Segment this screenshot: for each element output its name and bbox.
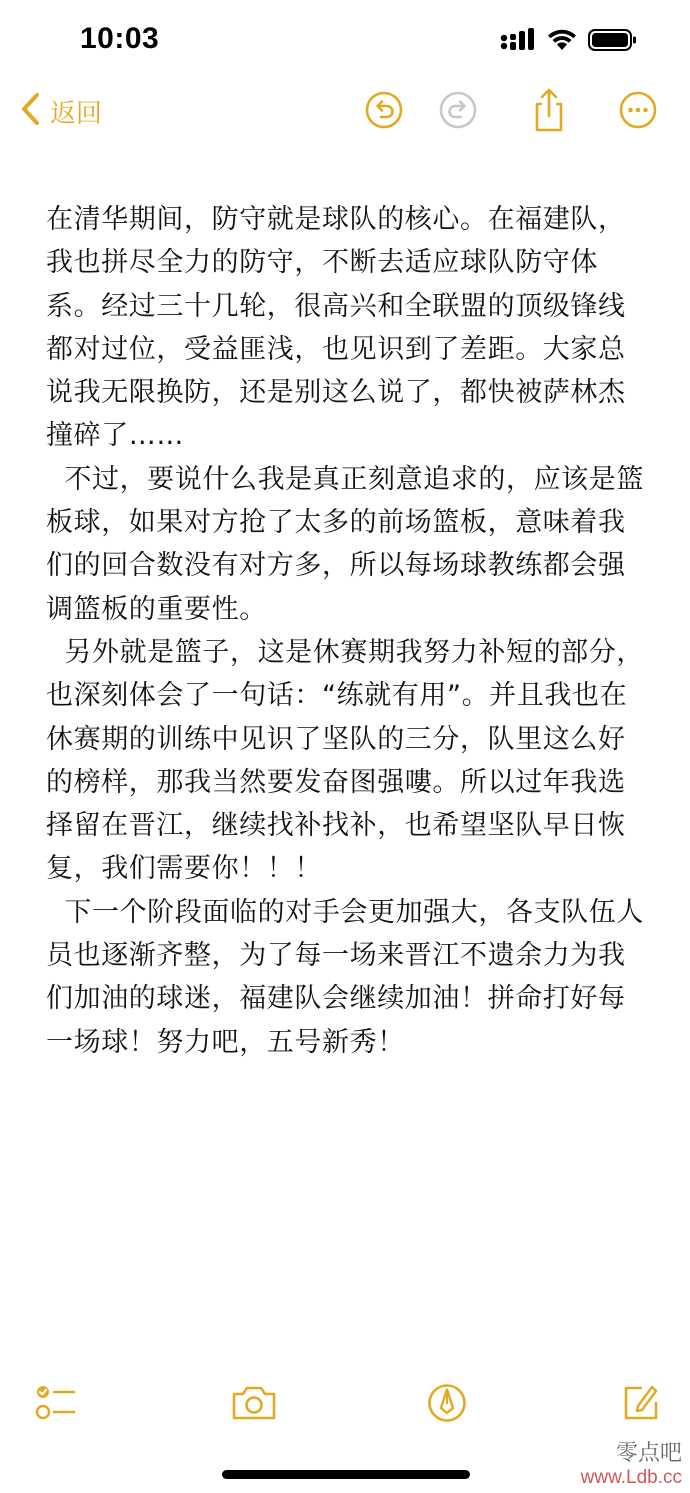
compose-button[interactable]	[618, 1380, 664, 1426]
redo-icon	[438, 115, 478, 134]
cellular-signal-icon	[500, 28, 536, 56]
back-label: 返回	[50, 98, 103, 129]
watermark-title: 零点吧	[615, 1441, 682, 1466]
note-paragraph: 另外就是篮子，这是休赛期我努力补短的部分，也深刻体会了一句话：“练就有用”。并且我也在休赛期的训练中见识了坚队的三分，队里这么好的榜样，那我当然要发奋图强嘍。所以过年我选择留在晋江，继续找补找补，也希望坚队早日恢复，我们需要你！！！	[46, 636, 644, 885]
markup-icon	[424, 1411, 470, 1430]
nav-bar	[0, 84, 690, 140]
home-indicator	[222, 1470, 470, 1479]
more-icon	[618, 115, 658, 134]
bottom-toolbar	[0, 1380, 690, 1430]
battery-icon	[588, 28, 638, 56]
note-paragraph: 不过，要说什么我是真正刻意追求的，应该是篮板球，如果对方抢了太多的前场篮板，意味着我们的回合数没有对方多，所以每场球教练都会强调篮板的重要性。	[46, 463, 644, 625]
undo-button[interactable]	[364, 90, 404, 130]
note-paragraph: 在清华期间，防守就是球队的核心。在福建队，我也拼尽全力的防守，不断去适应球队防守体系。经过三十几轮，很高兴和全联盟的顶级锋线都对过位，受益匪浅，也见识到了差距。大家总说我无限换防，还是别这么说了，都快被萨林杰撞碎了……	[46, 204, 626, 452]
note-body[interactable]	[46, 198, 646, 1064]
checklist-icon	[34, 1411, 80, 1430]
share-icon	[529, 119, 569, 138]
status-time: 10:03	[80, 22, 160, 55]
share-button[interactable]	[529, 86, 569, 134]
status-icons	[500, 28, 638, 56]
back-button[interactable]	[20, 92, 102, 130]
compose-icon	[618, 1411, 664, 1430]
markup-button[interactable]	[424, 1380, 470, 1426]
chevron-left-icon	[20, 92, 42, 130]
status-bar	[0, 0, 690, 84]
more-button[interactable]	[618, 90, 658, 130]
watermark-url: www.Ldb.cc	[580, 1467, 682, 1488]
wifi-icon	[546, 28, 578, 56]
camera-button[interactable]	[230, 1380, 278, 1426]
camera-icon	[230, 1411, 278, 1430]
watermark	[581, 1436, 682, 1489]
note-paragraph: 下一个阶段面临的对手会更加强大，各支队伍人员也逐渐齐整，为了每一场来晋江不遗余力为我们加油的球迷，福建队会继续加油！拼命打好每一场球！努力吧，五号新秀！	[46, 896, 644, 1058]
undo-icon	[364, 115, 404, 134]
redo-button[interactable]	[438, 90, 478, 130]
checklist-button[interactable]	[34, 1380, 80, 1426]
